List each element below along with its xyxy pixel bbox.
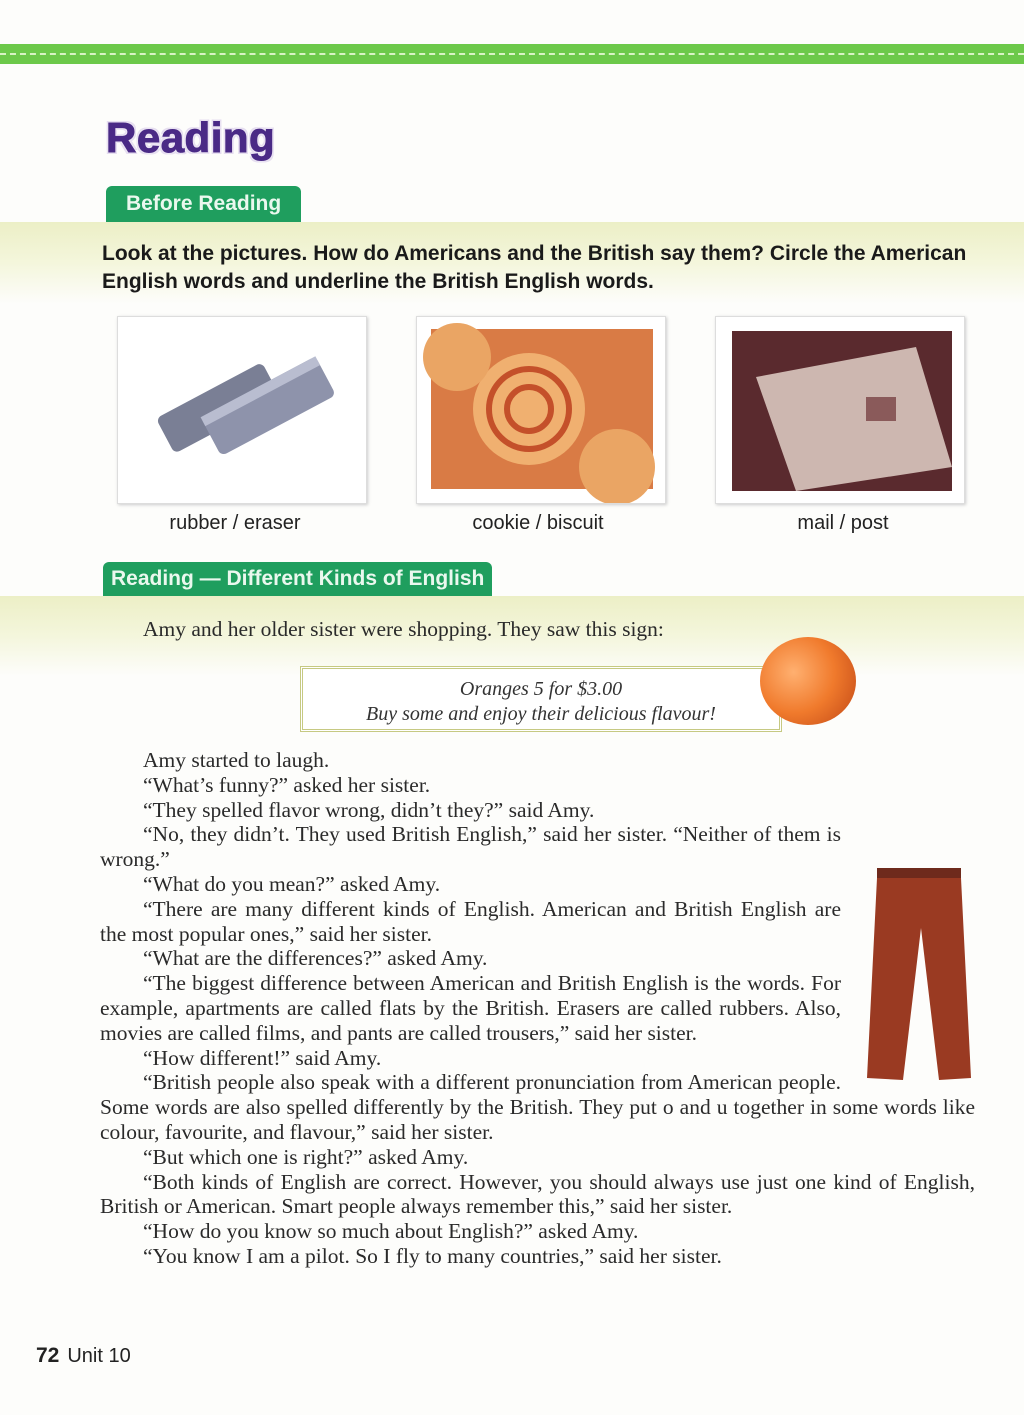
stitched-border: [0, 44, 1024, 64]
paragraph: “What do you mean?” asked Amy.: [143, 871, 441, 896]
before-reading-tab: Before Reading: [106, 186, 301, 222]
picture-caption: rubber / eraser: [169, 512, 301, 534]
picture-caption: mail / post: [797, 512, 889, 534]
paragraph: “How do you know so much about English?” asked Amy.: [143, 1219, 639, 1244]
cookie-icon: [416, 316, 666, 504]
paragraph: “But which one is right?” asked Amy.: [143, 1144, 469, 1169]
page-footer: [36, 1344, 131, 1368]
reading-tab: Reading — Different Kinds of English: [103, 562, 492, 596]
intro-text: Amy and her older sister were shopping. They saw this sign:: [143, 617, 664, 641]
paragraph: Amy started to laugh.: [143, 748, 330, 772]
paragraph: “The biggest difference between American and British English is the words. For example, apartments are called flats by the British. Erasers are called rubbers. Also, movies are called films, and pants are called trousers,” said her sister.: [100, 971, 841, 1045]
picture-caption: cookie / biscuit: [472, 512, 604, 534]
sign-line: Buy some and enjoy their delicious flavour!: [366, 703, 716, 725]
instruction-text: Look at the pictures. How do Americans and the British say them? Circle the American English words and underline the British English words.: [102, 242, 967, 293]
paragraph: “Both kinds of English are correct. However, you should always use just one kind of English, British or American. Smart people always remember this,” said her sister.: [100, 1169, 975, 1219]
paragraph: “They spelled flavor wrong, didn’t they?” said Amy.: [143, 797, 595, 822]
section-title: Reading: [106, 114, 276, 161]
oranges-icon: [760, 637, 856, 725]
paragraph: “British people also speak with a different pronunciation from American people. Some words are also spelled differently by the British. They put o and u together in some words like colour, favourite, and flavour,” said her sister.: [100, 1070, 975, 1144]
paragraph: “You know I am a pilot. So I fly to many countries,” said her sister.: [143, 1243, 722, 1268]
paragraph: “No, they didn’t. They used British English,” said her sister. “Neither of them is wrong.”: [100, 822, 841, 872]
eraser-icon: [117, 316, 367, 504]
paragraph: “What’s funny?” asked her sister.: [143, 772, 431, 797]
page-number: 72: [36, 1344, 60, 1367]
sign-line: Oranges 5 for $3.00: [459, 678, 623, 700]
paragraph: “There are many different kinds of English. American and British English are the most popular ones,” said her sister.: [100, 896, 841, 946]
pants-icon: [863, 868, 975, 1086]
oranges-sign: [300, 666, 782, 732]
mail-icon: [715, 316, 965, 504]
paragraph: “What are the differences?” asked Amy.: [143, 946, 488, 971]
paragraph: “How different!” said Amy.: [143, 1045, 382, 1070]
unit-label: Unit 10: [67, 1345, 131, 1367]
story-text: [100, 748, 975, 1269]
